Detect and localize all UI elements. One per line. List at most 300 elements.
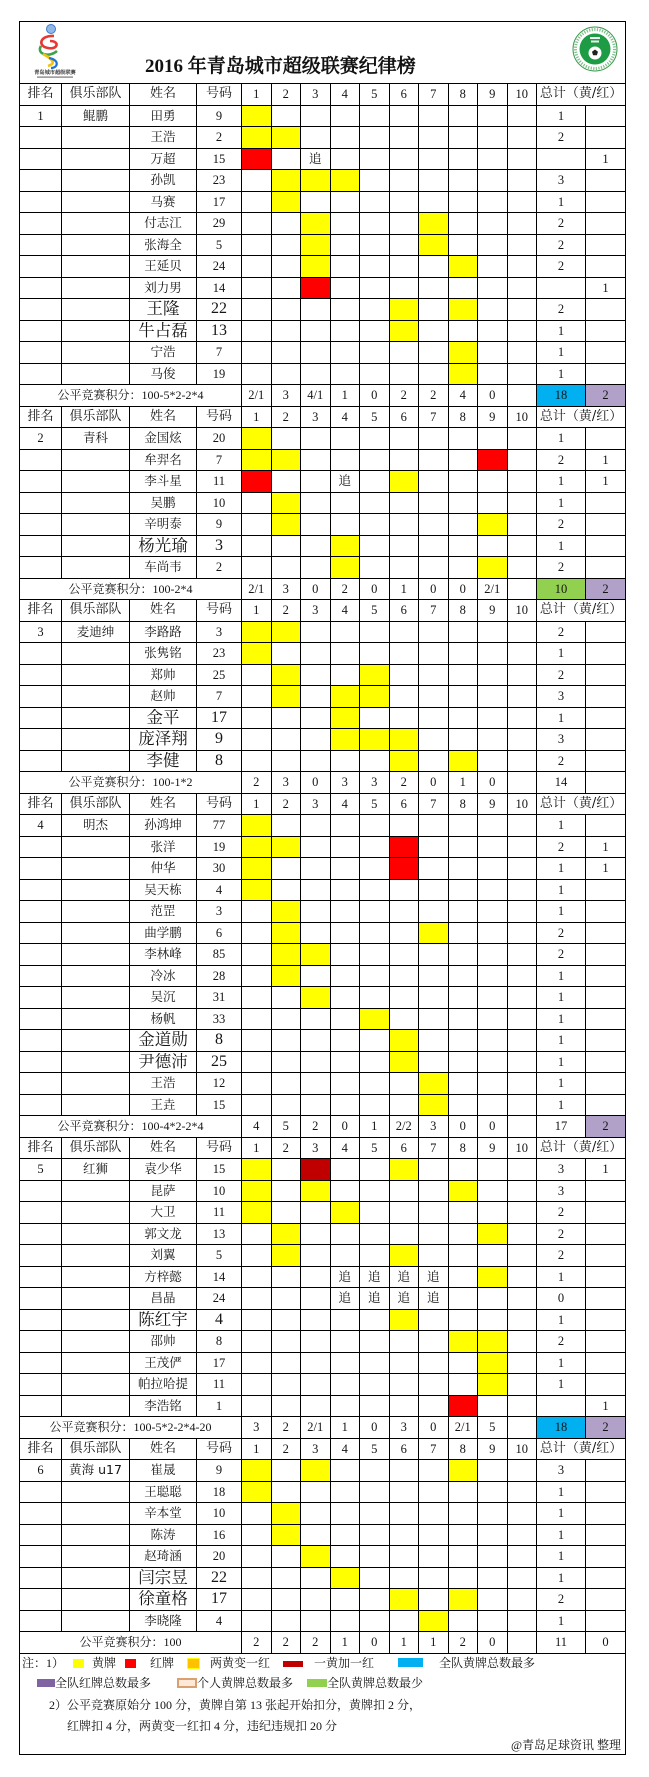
round-cell [419,1051,449,1073]
football-association-emblem-icon [571,25,619,75]
player-row [20,1073,626,1095]
player-name: 张海全 [130,234,197,256]
player-yellow-total: 2 [537,256,586,278]
fair-play-round-value: 0 [360,1417,390,1439]
round-cell [330,1481,360,1503]
round-cell [271,707,301,729]
round-cell [360,342,390,364]
team-red-total: 0 [586,1632,626,1654]
player-name: 田勇 [130,105,197,127]
player-red-total [586,1331,626,1353]
player-row [20,1223,626,1245]
round-cell [478,256,508,278]
red-card-cell [478,449,508,471]
round-cell [419,987,449,1009]
player-yellow-total: 1 [537,901,586,923]
fair-play-round-value: 4 [448,385,478,407]
round-cell [507,492,537,514]
column-header-row [20,84,626,106]
yellow-card-cell [448,750,478,772]
round-cell [478,965,508,987]
player-number: 9 [197,729,242,751]
round-cell [242,922,272,944]
round-cell [507,815,537,837]
round-cell [419,299,449,321]
team-rank [20,901,62,923]
round-cell [330,1589,360,1611]
player-yellow-total: 1 [537,492,586,514]
round-cell [478,105,508,127]
round-cell [507,557,537,579]
round-cell [389,815,419,837]
player-name: 李林峰 [130,944,197,966]
yellow-card-cell [448,1589,478,1611]
legend-label-team-most-red: 全队红牌总数最多 [55,1676,152,1690]
yellow-card-cell [271,514,301,536]
player-number: 33 [197,1008,242,1030]
legend-label-team-least-yellow: 全队黄牌总数最少 [327,1676,424,1690]
round-cell [242,1073,272,1095]
team-rank [20,686,62,708]
round-cell [271,643,301,665]
round-cell [507,299,537,321]
yellow-card-cell [301,170,331,192]
player-red-total: 1 [586,471,626,493]
round-cell [360,1030,390,1052]
round-cell [478,471,508,493]
yellow-card-cell [271,1223,301,1245]
team-club [62,1202,130,1224]
yellow-card-cell [419,922,449,944]
column-header-round: 10 [507,600,537,622]
player-number: 11 [197,471,242,493]
round-cell [419,449,449,471]
player-name: 牟羿名 [130,449,197,471]
column-header-round: 3 [301,1438,331,1460]
red-card-cell [448,1395,478,1417]
round-cell [301,514,331,536]
round-cell [271,277,301,299]
round-cell [389,621,419,643]
column-header-total: 总计（黄/红） [537,600,626,622]
round-cell [271,1159,301,1181]
player-row [20,234,626,256]
player-yellow-total: 1 [537,858,586,880]
player-red-total [586,1352,626,1374]
player-yellow-total: 2 [537,213,586,235]
player-row [20,320,626,342]
player-red-total [586,514,626,536]
round-cell [507,148,537,170]
player-number: 23 [197,643,242,665]
yellow-card-cell [360,1008,390,1030]
column-header-number: 号码 [197,1438,242,1460]
player-number: 14 [197,1266,242,1288]
player-name: 辛明泰 [130,514,197,536]
player-name: 陈涛 [130,1524,197,1546]
round-cell [360,428,390,450]
round-cell [301,1073,331,1095]
team-rank: 4 [20,815,62,837]
yellow-card-cell [242,1460,272,1482]
round-cell [360,1352,390,1374]
round-cell [419,1503,449,1525]
round-cell [330,664,360,686]
fair-play-round-value: 3 [330,772,360,794]
column-header-round: 1 [242,1438,272,1460]
player-yellow-total: 2 [537,557,586,579]
player-red-total [586,1460,626,1482]
round-cell [419,1202,449,1224]
round-cell [389,1202,419,1224]
fair-play-round-value: 0 [448,1116,478,1138]
player-yellow-total: 1 [537,1051,586,1073]
team-yellow-total: 18 [537,1417,586,1439]
player-name: 马赛 [130,191,197,213]
red-card-swatch-icon [125,1659,136,1668]
player-red-total [586,686,626,708]
yellow-card-cell [301,1180,331,1202]
round-cell [507,105,537,127]
yellow-card-cell [301,1460,331,1482]
round-cell [389,1481,419,1503]
round-cell [242,1309,272,1331]
player-number: 20 [197,428,242,450]
fair-play-round-value: 0 [301,578,331,600]
player-red-total [586,191,626,213]
round-cell [507,1180,537,1202]
column-header-round: 1 [242,84,272,106]
fair-play-round-value: 0 [419,578,449,600]
round-cell [271,535,301,557]
yellow-card-cell [242,858,272,880]
player-name: 大卫 [130,1202,197,1224]
column-header-round: 9 [478,793,508,815]
legend-label-individual-most-yellow: 个人黄牌总数最多 [197,1676,294,1690]
player-red-total [586,1245,626,1267]
round-cell [360,148,390,170]
yellow-card-cell [271,621,301,643]
team-club [62,1008,130,1030]
round-cell [330,858,360,880]
round-cell [301,1030,331,1052]
round-cell [448,1481,478,1503]
round-cell [419,901,449,923]
round-cell [448,858,478,880]
player-row [20,621,626,643]
fair-play-round-value: 0 [419,772,449,794]
yellow-card-cell [330,557,360,579]
yellow-card-cell [301,213,331,235]
player-row [20,836,626,858]
round-cell [478,1503,508,1525]
round-cell [507,363,537,385]
team-most-yellow-swatch-icon [398,1658,423,1667]
yellow-card-cell [242,1159,272,1181]
player-name: 张洋 [130,836,197,858]
round-cell [301,965,331,987]
round-cell [419,170,449,192]
player-yellow-total: 2 [537,1202,586,1224]
round-cell [389,879,419,901]
team-rank [20,1331,62,1353]
player-yellow-total: 1 [537,1567,586,1589]
column-header-round: 10 [507,84,537,106]
player-red-total [586,1073,626,1095]
yellow-card-cell [419,234,449,256]
player-red-total [586,1223,626,1245]
column-header-round: 7 [419,1438,449,1460]
round-cell [419,535,449,557]
round-cell [360,234,390,256]
team-club [62,1352,130,1374]
round-cell [301,428,331,450]
player-name: 方梓懿 [130,1266,197,1288]
fair-play-round-value: 2 [389,385,419,407]
yellow-card-cell [478,514,508,536]
fair-play-round-value: 2 [389,772,419,794]
fair-play-round-value: 2 [271,1632,301,1654]
round-cell [242,1051,272,1073]
yellow-plus-red-swatch-icon [283,1661,303,1667]
team-club [62,1546,130,1568]
round-cell [419,815,449,837]
round-cell [478,1159,508,1181]
player-name: 金国炫 [130,428,197,450]
yellow-card-cell [271,1245,301,1267]
round-cell [242,213,272,235]
round-cell [271,234,301,256]
round-cell [389,1567,419,1589]
round-cell [242,514,272,536]
player-yellow-total: 2 [537,1589,586,1611]
round-cell [448,621,478,643]
yellow-card-cell [478,1223,508,1245]
team-rank [20,557,62,579]
yellow-card-cell [271,965,301,987]
suspension-mark-cell: 追 [360,1266,390,1288]
round-cell [507,320,537,342]
round-cell [389,1395,419,1417]
round-cell [330,944,360,966]
team-rank [20,148,62,170]
team-rank [20,191,62,213]
round-cell [360,213,390,235]
round-cell [478,213,508,235]
player-red-total [586,879,626,901]
player-yellow-total: 1 [537,1610,586,1632]
round-cell [301,1481,331,1503]
column-header-round: 2 [271,600,301,622]
fair-play-round-value: 0 [419,1417,449,1439]
player-row [20,1589,626,1611]
round-cell [448,1352,478,1374]
yellow-card-cell [448,342,478,364]
round-cell [330,901,360,923]
round-cell [242,1331,272,1353]
column-header-round: 5 [360,1438,390,1460]
round-cell [507,535,537,557]
yellow-card-cell [271,664,301,686]
round-cell [389,148,419,170]
fair-play-round-value: 2 [301,1116,331,1138]
round-cell [360,449,390,471]
round-cell [360,1051,390,1073]
yellow-card-cell [389,1245,419,1267]
round-cell [242,1288,272,1310]
yellow-card-cell [242,815,272,837]
round-cell [330,922,360,944]
round-cell [507,750,537,772]
player-yellow-total: 2 [537,750,586,772]
player-yellow-total: 1 [537,363,586,385]
fair-play-round-value: 0 [448,578,478,600]
fair-play-row [20,385,626,407]
round-cell [389,922,419,944]
column-header-round: 8 [448,1438,478,1460]
player-row [20,922,626,944]
round-cell [389,213,419,235]
round-cell [448,1567,478,1589]
team-club [62,1266,130,1288]
round-cell [478,299,508,321]
fair-play-round-value: 1 [330,1632,360,1654]
round-cell [507,1524,537,1546]
round-cell [448,471,478,493]
column-header-row [20,793,626,815]
player-row [20,256,626,278]
player-red-total [586,1374,626,1396]
round-cell [478,148,508,170]
round-cell [419,1030,449,1052]
team-club [62,299,130,321]
round-cell [301,1503,331,1525]
round-cell [478,1180,508,1202]
player-name: 车尚韦 [130,557,197,579]
team-club [62,1073,130,1095]
player-row [20,987,626,1009]
player-row [20,170,626,192]
player-name: 冷冰 [130,965,197,987]
round-cell [301,191,331,213]
player-yellow-total: 2 [537,1331,586,1353]
round-cell [301,1309,331,1331]
round-cell [507,1159,537,1181]
team-club [62,1395,130,1417]
round-cell [507,987,537,1009]
column-header-round: 9 [478,406,508,428]
round-cell [478,320,508,342]
fair-play-label: 公平竞赛积分：100-4*2-2*4 [20,1116,242,1138]
round-cell [419,858,449,880]
player-row [20,299,626,321]
round-cell [478,686,508,708]
round-cell [360,1309,390,1331]
round-cell [242,1524,272,1546]
round-cell [301,1051,331,1073]
round-cell [478,879,508,901]
player-name: 张隽铭 [130,643,197,665]
round-cell [507,234,537,256]
round-cell [448,1073,478,1095]
round-cell [360,514,390,536]
round-cell [242,363,272,385]
player-red-total [586,922,626,944]
player-name: 王茂俨 [130,1352,197,1374]
player-red-total [586,428,626,450]
team-club [62,944,130,966]
round-cell [301,836,331,858]
player-row [20,664,626,686]
player-row [20,1374,626,1396]
team-club [62,342,130,364]
round-cell [448,1008,478,1030]
team-rank [20,1180,62,1202]
fair-play-round-value: 3 [360,772,390,794]
round-cell [242,686,272,708]
team-yellow-total: 17 [537,1116,586,1138]
round-cell [419,621,449,643]
player-name: 赵琦涵 [130,1546,197,1568]
round-cell [478,1524,508,1546]
round-cell [507,1331,537,1353]
player-red-total [586,105,626,127]
player-yellow-total: 3 [537,729,586,751]
round-cell [478,535,508,557]
round-cell [301,557,331,579]
player-number: 4 [197,1309,242,1331]
team-rank [20,1245,62,1267]
team-rank [20,471,62,493]
round-cell [419,1589,449,1611]
player-number: 25 [197,664,242,686]
player-red-total [586,815,626,837]
round-cell [271,105,301,127]
team-rank [20,1503,62,1525]
player-yellow-total: 3 [537,170,586,192]
round-cell [478,1073,508,1095]
fair-play-label: 公平竞赛积分：100-1*2 [20,772,242,794]
player-number: 15 [197,1094,242,1116]
team-club [62,1309,130,1331]
player-red-total [586,234,626,256]
round-cell [271,1352,301,1374]
round-cell [478,643,508,665]
player-row [20,643,626,665]
column-header-round: 7 [419,1137,449,1159]
yellow-card-cell [448,1180,478,1202]
round-cell [448,729,478,751]
player-name: 金平 [130,707,197,729]
round-cell [330,1073,360,1095]
round-cell [301,1610,331,1632]
round-cell [301,1352,331,1374]
fair-play-label: 公平竞赛积分：100-2*4 [20,578,242,600]
fair-play-round-value: 2 [330,578,360,600]
yellow-card-cell [330,729,360,751]
team-rank [20,750,62,772]
round-cell [448,127,478,149]
column-header-rank: 排名 [20,1438,62,1460]
round-cell [271,1030,301,1052]
fair-play-round-value: 2/2 [389,1116,419,1138]
round-cell [389,1374,419,1396]
player-name: 郑帅 [130,664,197,686]
round-cell [419,729,449,751]
round-cell [301,1094,331,1116]
player-row [20,879,626,901]
player-red-total [586,1008,626,1030]
